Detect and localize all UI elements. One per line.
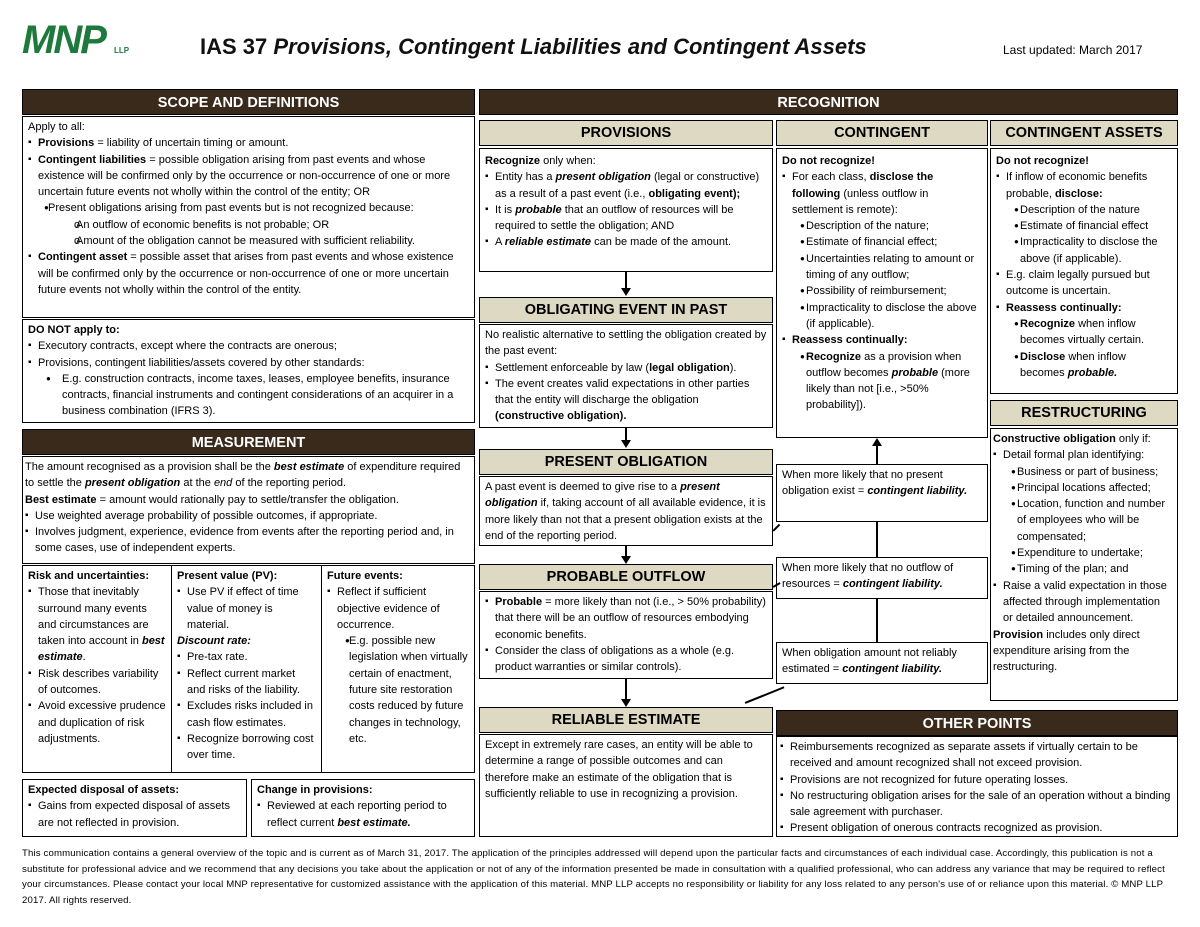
page-title	[200, 34, 867, 60]
probable-outflow-box: ▪ Probable = more likely than not (i.e., > 50% probability) that there will be an outflow of resources embodying economic benefits. ▪ Consider the class of obligations as a whole (e.g. product warranties or similar controls).	[479, 591, 773, 679]
arrow-present-to-probable	[625, 546, 627, 556]
present-obligation-box: A past event is deemed to give rise to a present obligation if, taking account of all available evidence, it is more likely than not that a present obligation exists at the end of the reporting period.	[479, 476, 773, 546]
measurement-main-box: The amount recognised as a provision shall be the best estimate of expenditure required to settle the present obligation at the end of the reporting period. Best estimate = amount would rationally pay to settle/transfer the obligation. ▪ Use weighted average probability of possible outcomes, if appropriate. ▪ Involves judgment, experience, evidence from events after the reporting period and, in some cases, use of independent experts.	[22, 456, 475, 564]
contingent-assets-header: CONTINGENT ASSETS	[990, 120, 1178, 146]
arrow-head	[621, 440, 631, 448]
restructuring-box: Constructive obligation only if: ▪ Detail formal plan identifying: ● Business or part of business; ● Principal locations affected; ● Location, function and number of employees who will be compensated; ● Expenditure to undertake; ● Timing of the plan; and ▪ Raise a valid expectation in those affected through implementation or detailed announcement. Provision includes only direct expenditure arising from the restructuring.	[990, 428, 1178, 701]
side-box-not-reliable: When obligation amount not reliably estimated = contingent liability.	[776, 642, 988, 684]
scope-apply-box: Apply to all: ▪ Provisions = liability of uncertain timing or amount. ▪ Contingent liabilities = possible obligation arising from past events and whose existence will be confirmed only by the occurrence or non-occurrence of one or more uncertain future events not wholly within the control of the entity; OR ● Present obligations arising from past events but is not recognized because: o An outflow of economic benefits is not probable; OR o Amount of the obligation cannot be measured with sufficient reliability. ▪ Contingent asset = possible asset that arises from past events and whose existence will be confirmed only by the occurrence or non-occurrence of one or more uncertain future events not wholly within the control of the entity.	[22, 116, 475, 318]
connector-reliable-to-side	[745, 686, 785, 703]
other-points-header: OTHER POINTS	[776, 710, 1178, 736]
arrow-obligating-to-present	[625, 428, 627, 440]
arrow-side-up-2	[876, 522, 878, 557]
arrow-side-up-3	[876, 599, 878, 642]
measurement-header: MEASUREMENT	[22, 429, 475, 455]
arrow-head	[621, 556, 631, 564]
last-updated: Last updated: March 2017	[1003, 43, 1143, 57]
risk-box: Risk and uncertainties: ▪ Those that inevitably surround many events and circumstances are taken into account in best estimate. ▪ Risk describes variability of outcomes. ▪ Avoid excessive prudence and duplication of risk adjustments.	[22, 565, 172, 773]
pv-box: Present value (PV): ▪ Use PV if effect of time value of money is material. Discount rate: ▪ Pre-tax rate. ▪ Reflect current market and risks of the liability. ▪ Excludes risks included in cash flow estimates. ▪ Recognize borrowing cost over time.	[171, 565, 322, 773]
contingent-box: Do not recognize! ▪ For each class, disclose the following (unless outflow in settlement is remote): ● Description of the nature; ● Estimate of financial effect; ● Uncertainties relating to amount or timing of any outflow; ● Possibility of reimbursement; ● Impracticality to disclose the above (if applicable). ▪ Reassess continually: ● Recognize as a provision when outflow becomes probable (more likely than not [i.e., >50% probability]).	[776, 148, 988, 438]
apply-label: Apply to all:	[28, 121, 85, 133]
provisions-box: Recognize only when: ▪ Entity has a present obligation (legal or constructive) as a result of a past event (i.e., obligating event); ▪ It is probable that an outflow of resources will be required to settle the obligation; AND ▪ A reliable estimate can be made of the amount.	[479, 148, 773, 272]
reliable-estimate-box: Except in extremely rare cases, an entity will be able to determine a range of possible outcomes and can therefore make an estimate of the obligation that is sufficiently reliable to use in recognizing a provision.	[479, 734, 773, 837]
restructuring-header: RESTRUCTURING	[990, 400, 1178, 426]
obligating-box: No realistic alternative to settling the obligation created by the past event: ▪ Settlement enforceable by law (legal obligation). ▪ The event creates valid expectations in other parties that the entity will discharge the obligation (constructive obligation).	[479, 324, 773, 428]
reliable-estimate-header: RELIABLE ESTIMATE	[479, 707, 773, 733]
dont-label: DO NOT apply to:	[28, 324, 120, 336]
probable-outflow-header: PROBABLE OUTFLOW	[479, 564, 773, 590]
obligating-header: OBLIGATING EVENT IN PAST	[479, 297, 773, 323]
change-provisions-box: Change in provisions: ▪ Reviewed at each reporting period to reflect current best estimate.	[251, 779, 475, 837]
connector-present-to-side	[772, 524, 779, 531]
title-italic: Provisions, Contingent Liabilities and Contingent Assets	[273, 34, 867, 59]
arrow-head	[872, 438, 882, 446]
arrow-probable-to-reliable	[625, 679, 627, 699]
provisions-header: PROVISIONS	[479, 120, 773, 146]
footer-disclaimer: This communication contains a general overview of the topic and is current as of March 31, 2017. The application of the principles addressed will depend upon the particular facts and circumstances of each individual case. Accordingly, this publication is not a substitute for professional advice and we recommend that any decisions you take about the application or not of any of the information presented be made in consultation with a qualified professional, who can address any variance that may be required to reflect your circumstances. Please contact your local MNP representative for customized assistance with the application of this material. MNP LLP accepts no responsibility or liability for any loss related to any person's use of or reliance upon this material. © MNP LLP 2017. All rights reserved.	[22, 848, 1165, 906]
expected-disposal-box: Expected disposal of assets: ▪ Gains from expected disposal of assets are not reflected in provision.	[22, 779, 247, 837]
arrow-provisions-to-obligating	[625, 272, 627, 288]
contingent-assets-box: Do not recognize! ▪ If inflow of economic benefits probable, disclose: ● Description of the nature ● Estimate of financial effect ● Impracticality to disclose the above (if applicable). ▪ E.g. claim legally pursued but outcome is uncertain. ▪ Reassess continually: ● Recognize when inflow becomes virtually certain. ● Disclose when inflow becomes probable.	[990, 148, 1178, 394]
logo-text: MNP	[22, 18, 105, 62]
scope-header: SCOPE AND DEFINITIONS	[22, 89, 475, 115]
logo-sub: LLP	[114, 46, 130, 55]
arrow-head	[621, 699, 631, 707]
contingent-header: CONTINGENT	[776, 120, 988, 146]
arrow-side-up-1	[876, 446, 878, 464]
arrow-head	[621, 288, 631, 296]
future-events-box: Future events: ▪ Reflect if sufficient objective evidence of occurrence. ● E.g. possible new legislation when virtually certain of enactment, future site restoration costs reduced by future changes in technology, etc.	[321, 565, 475, 773]
recognition-header: RECOGNITION	[479, 89, 1178, 115]
other-points-box: ▪ Reimbursements recognized as separate assets if virtually certain to be received and amount recognized shall not exceed provision. ▪ Provisions are not recognized for future operating losses. ▪ No restructuring obligation arises for the sale of an operation without a binding sale agreement with purchaser. ▪ Present obligation of onerous contracts recognized as provision.	[776, 736, 1178, 837]
scope-dont-box: DO NOT apply to: ▪ Executory contracts, except where the contracts are onerous; ▪ Provisions, contingent liabilities/assets covered by other standards: ● E.g. construction contracts, income taxes, leases, employee benefits, insurance contracts, financial instruments and contingent considerations of an acquirer in a business combination (IFRS 3).	[22, 319, 475, 423]
side-box-no-present: When more likely that no present obligation exist = contingent liability.	[776, 464, 988, 522]
side-box-no-outflow: When more likely that no outflow of resources = contingent liability.	[776, 557, 988, 599]
mnp-logo	[22, 20, 132, 62]
present-obligation-header: PRESENT OBLIGATION	[479, 449, 773, 475]
title-plain: IAS 37	[200, 34, 268, 59]
